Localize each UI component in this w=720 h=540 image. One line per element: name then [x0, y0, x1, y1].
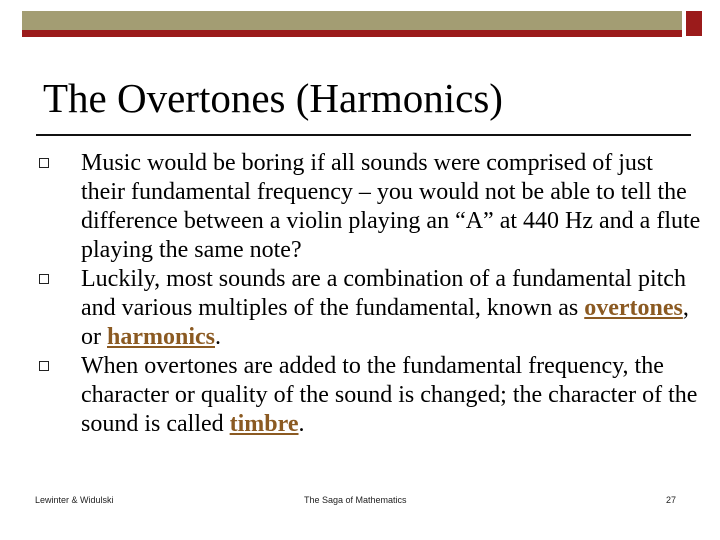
hollow-square-bullet-icon: [39, 274, 49, 284]
bullet-text: [81, 265, 701, 352]
olive-band: [22, 11, 682, 30]
title-divider: [36, 134, 691, 136]
bullet-text-segment: Music would be boring if all sounds were comprised of just their fundamental frequency – you would not be able to tell the difference between a violin playing an “A” at 440 Hz and a flute playing the same note?: [81, 150, 701, 263]
bullet-list: [39, 149, 699, 439]
top-decorative-bar: [22, 11, 682, 36]
bullet-text-segment: When overtones are added to the fundamental frequency, the character or quality of the sound is changed; the character of the sound is called: [81, 353, 698, 437]
bullet-text: [81, 352, 701, 439]
footer-authors: Lewinter & Widulski: [35, 495, 114, 505]
bullet-text-segment: , or: [81, 295, 689, 350]
emphasis-term-timbre: timbre: [229, 411, 299, 437]
hollow-square-bullet-icon: [39, 158, 49, 168]
bullet-text: [81, 149, 701, 265]
bullet-text-segment: Luckily, most sounds are a combination of a fundamental pitch and various multiples of the fundamental, known as: [81, 266, 686, 321]
page-number: 27: [666, 495, 677, 505]
bullet-item: [39, 352, 699, 439]
bullet-item: [39, 265, 699, 352]
bullet-text-segment: .: [215, 324, 221, 350]
bullet-text-segment: .: [298, 411, 305, 437]
corner-accent-square: [686, 11, 702, 36]
footer-course-title: The Saga of Mathematics: [304, 495, 407, 505]
maroon-band: [22, 30, 682, 37]
emphasis-term-harmonics: harmonics: [107, 324, 215, 350]
emphasis-term-overtones: overtones: [584, 295, 683, 321]
hollow-square-bullet-icon: [39, 361, 49, 371]
bullet-item: [39, 149, 699, 265]
slide-title: The Overtones (Harmonics): [43, 75, 503, 121]
